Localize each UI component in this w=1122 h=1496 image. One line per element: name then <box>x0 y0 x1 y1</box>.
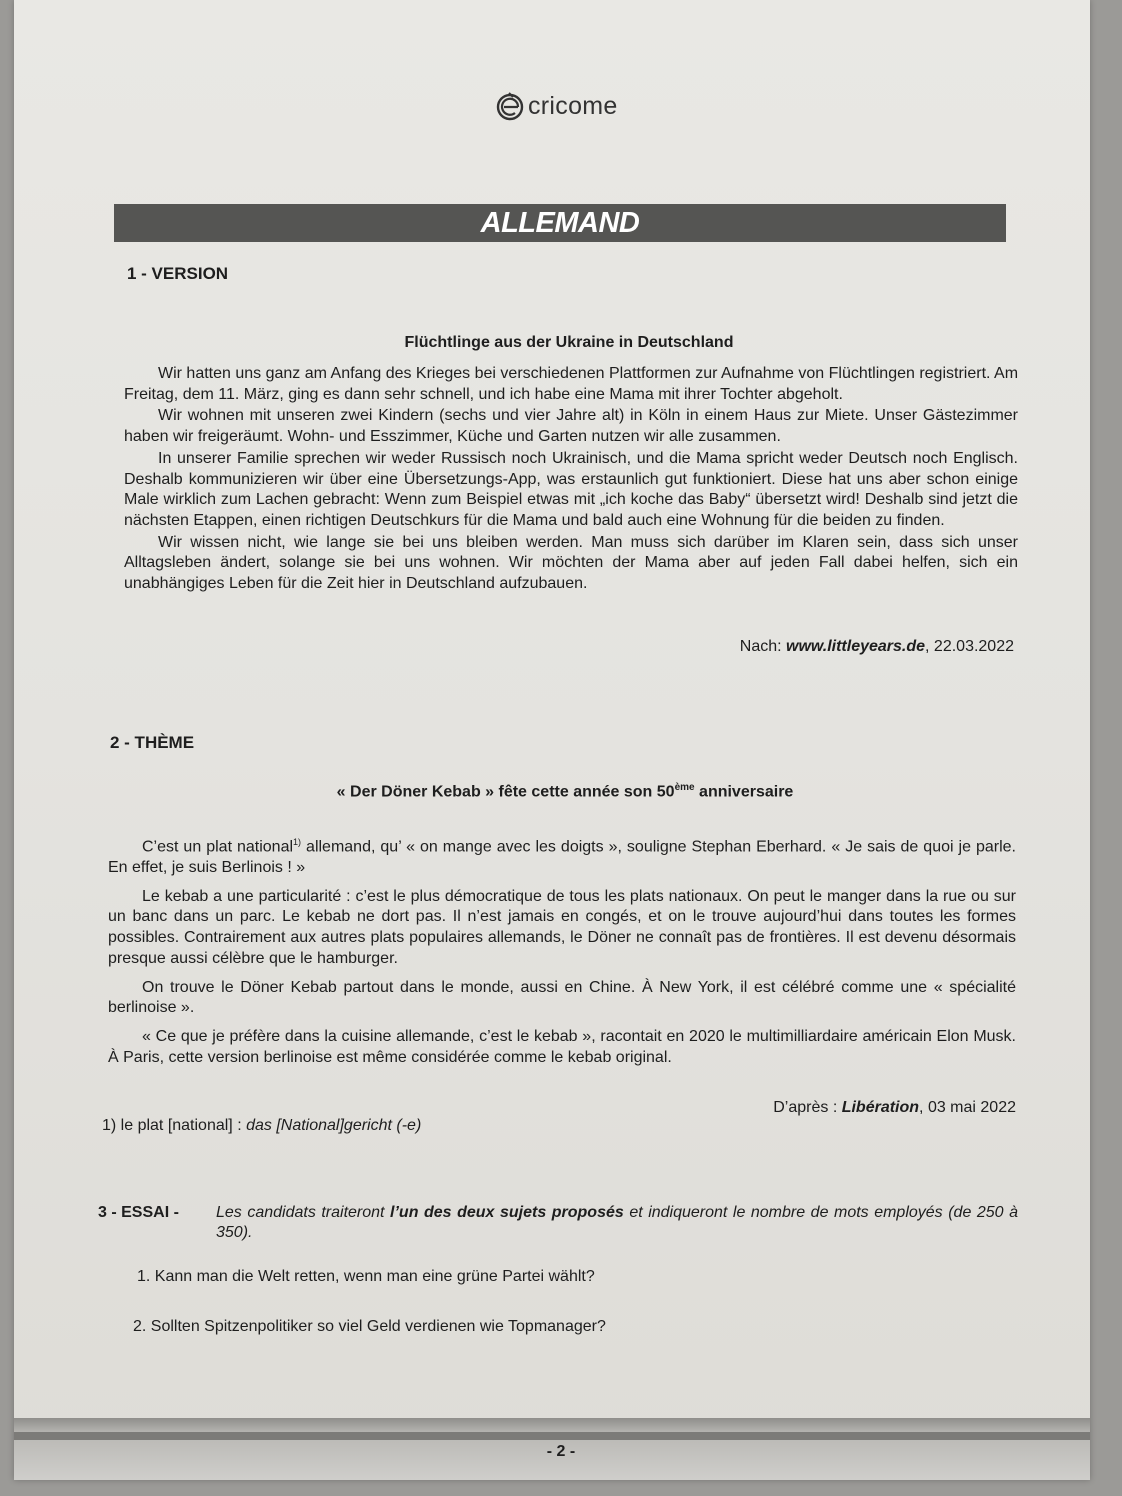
essay-instructions <box>98 1203 1018 1243</box>
theme-title-end: anniversaire <box>694 783 794 801</box>
source-site: www.littleyears.de <box>786 638 926 655</box>
essay-intro-b: l’un des deux sujets proposés <box>390 1204 624 1221</box>
theme-p1-start: C’est un plat national <box>142 838 294 856</box>
source-date: , 03 mai 2022 <box>919 1099 1016 1116</box>
theme-paragraph: « Ce que je préfère dans la cuisine allemande, c’est le kebab », racontait en 2020 le multimilliardaire américain Elon Musk. À Paris, cette version berlinoise est même considérée comme le kebab original. <box>108 1027 1016 1066</box>
source-prefix: Nach: <box>739 638 787 655</box>
source-name: Libération <box>841 1099 920 1116</box>
theme-title <box>110 782 1020 801</box>
theme-title-text: « Der Döner Kebab » fête cette année son 50 <box>336 783 675 801</box>
source-date: , 22.03.2022 <box>925 638 1014 655</box>
logo-text: cricome <box>528 91 618 120</box>
theme-paragraph <box>108 832 1016 879</box>
footnote-text: 1) le plat [national] : <box>102 1117 247 1134</box>
theme-title-sup: ème <box>674 782 695 793</box>
essay-intro <box>216 1203 1018 1243</box>
essay-topic: 1. Kann man die Welt retten, wenn man eine grüne Partei wählt? <box>137 1268 595 1285</box>
theme-p1-end: allemand, qu’ « on mange avec les doigts », souligne Stephan Eberhard. « Je sais de quoi je parle. En effet, je suis Berlinois ! » <box>108 838 1017 877</box>
ecricome-e-icon <box>496 89 526 123</box>
version-title: Flüchtlinge aus der Ukraine in Deutschland <box>404 334 734 351</box>
banner-title: ALLEMAND <box>480 206 640 239</box>
theme-source <box>560 1099 1016 1117</box>
theme-paragraph: On trouve le Döner Kebab partout dans le monde, aussi en Chine. À New York, il est célébré comme une « spécialité berlinoise ». <box>108 978 1016 1017</box>
section-heading-version: 1 - VERSION <box>127 264 229 283</box>
version-text <box>124 364 1018 595</box>
theme-paragraph: Le kebab a une particularité : c’est le plus démocratique de tous les plats nationaux. On peut le manger dans la rue ou sur un banc dans un parc. Le kebab ne dort pas. Il n’est jamais en congés, et on le trouve aujourd’hui dans toutes les formes possibles. Contrairement aux autres plats populaires allemands, le Döner ne connaît pas de frontières. Il est devenu désormais presque aussi célèbre que le hamburger. <box>108 887 1016 967</box>
subject-banner <box>114 204 1006 242</box>
version-paragraph: Wir hatten uns ganz am Anfang des Krieges bei verschiedenen Plattformen zur Aufnahme von Flüchtlingen registriert. Am Freitag, dem 11. März, ging es dann sehr schnell, und ich habe eine Mama mit ihrer Tochter abgeholt. <box>124 365 1019 403</box>
version-source <box>560 638 1014 656</box>
essay-topic: 2. Sollten Spitzenpolitiker so viel Geld verdienen wie Topmanager? <box>133 1318 606 1335</box>
version-paragraph: Wir wissen nicht, wie lange sie bei uns bleiben werden. Man muss sich darüber im Klaren sein, dass sich unser Alltagsleben ändert, solange sie bei uns wohnen. Wir möchten der Mama aber auf jeden Fall dabei helfen, sich ein unabhängiges Leben für die Zeit hier in Deutschland aufzubauen. <box>124 533 1018 593</box>
essay-intro-c: et indiqueront le nombre de mots employés (de 250 à 350). <box>216 1204 1018 1241</box>
version-paragraph: Wir wohnen mit unseren zwei Kindern (sechs und vier Jahre alt) in Köln in einem Haus zur Miete. Unser Gästezimmer haben wir freigeräumt. Wohn- und Esszimmer, Küche und Garten nutzen wir alle zusammen. <box>124 407 1018 446</box>
footnote <box>102 1117 421 1135</box>
footer-stripe <box>14 1432 1090 1440</box>
version-paragraph: In unserer Familie sprechen wir weder Russisch noch Ukrainisch, und die Mama spricht weder Deutsch noch Englisch. Deshalb kommunizieren wir über eine Übersetzungs-App, was erstaunlich gut funktioniert. Diese hat uns aber schon einige Male wirklich zum Lachen gebracht: Wenn zum Beispiel etwas mit „ich koche das Baby“ übersetzt wird! Deshalb sind jetzt die nächsten Etappen, einen richtigen Deutschkurs für die Mama und bald auch eine Wohnung für die beiden zu finden. <box>124 449 1018 529</box>
ecricome-logo <box>496 84 618 128</box>
footnote-marker: 1) <box>293 837 302 847</box>
source-prefix: D’après : <box>773 1099 842 1116</box>
page-number: - 2 - <box>546 1443 576 1460</box>
theme-text <box>108 832 1016 1068</box>
section-heading-essay: 3 - ESSAI - <box>98 1204 179 1221</box>
footnote-translation: das [National]gericht (-e) <box>246 1117 422 1134</box>
section-heading-theme: 2 - THÈME <box>110 733 195 752</box>
essay-intro-a: Les candidats traiteront <box>216 1204 391 1221</box>
